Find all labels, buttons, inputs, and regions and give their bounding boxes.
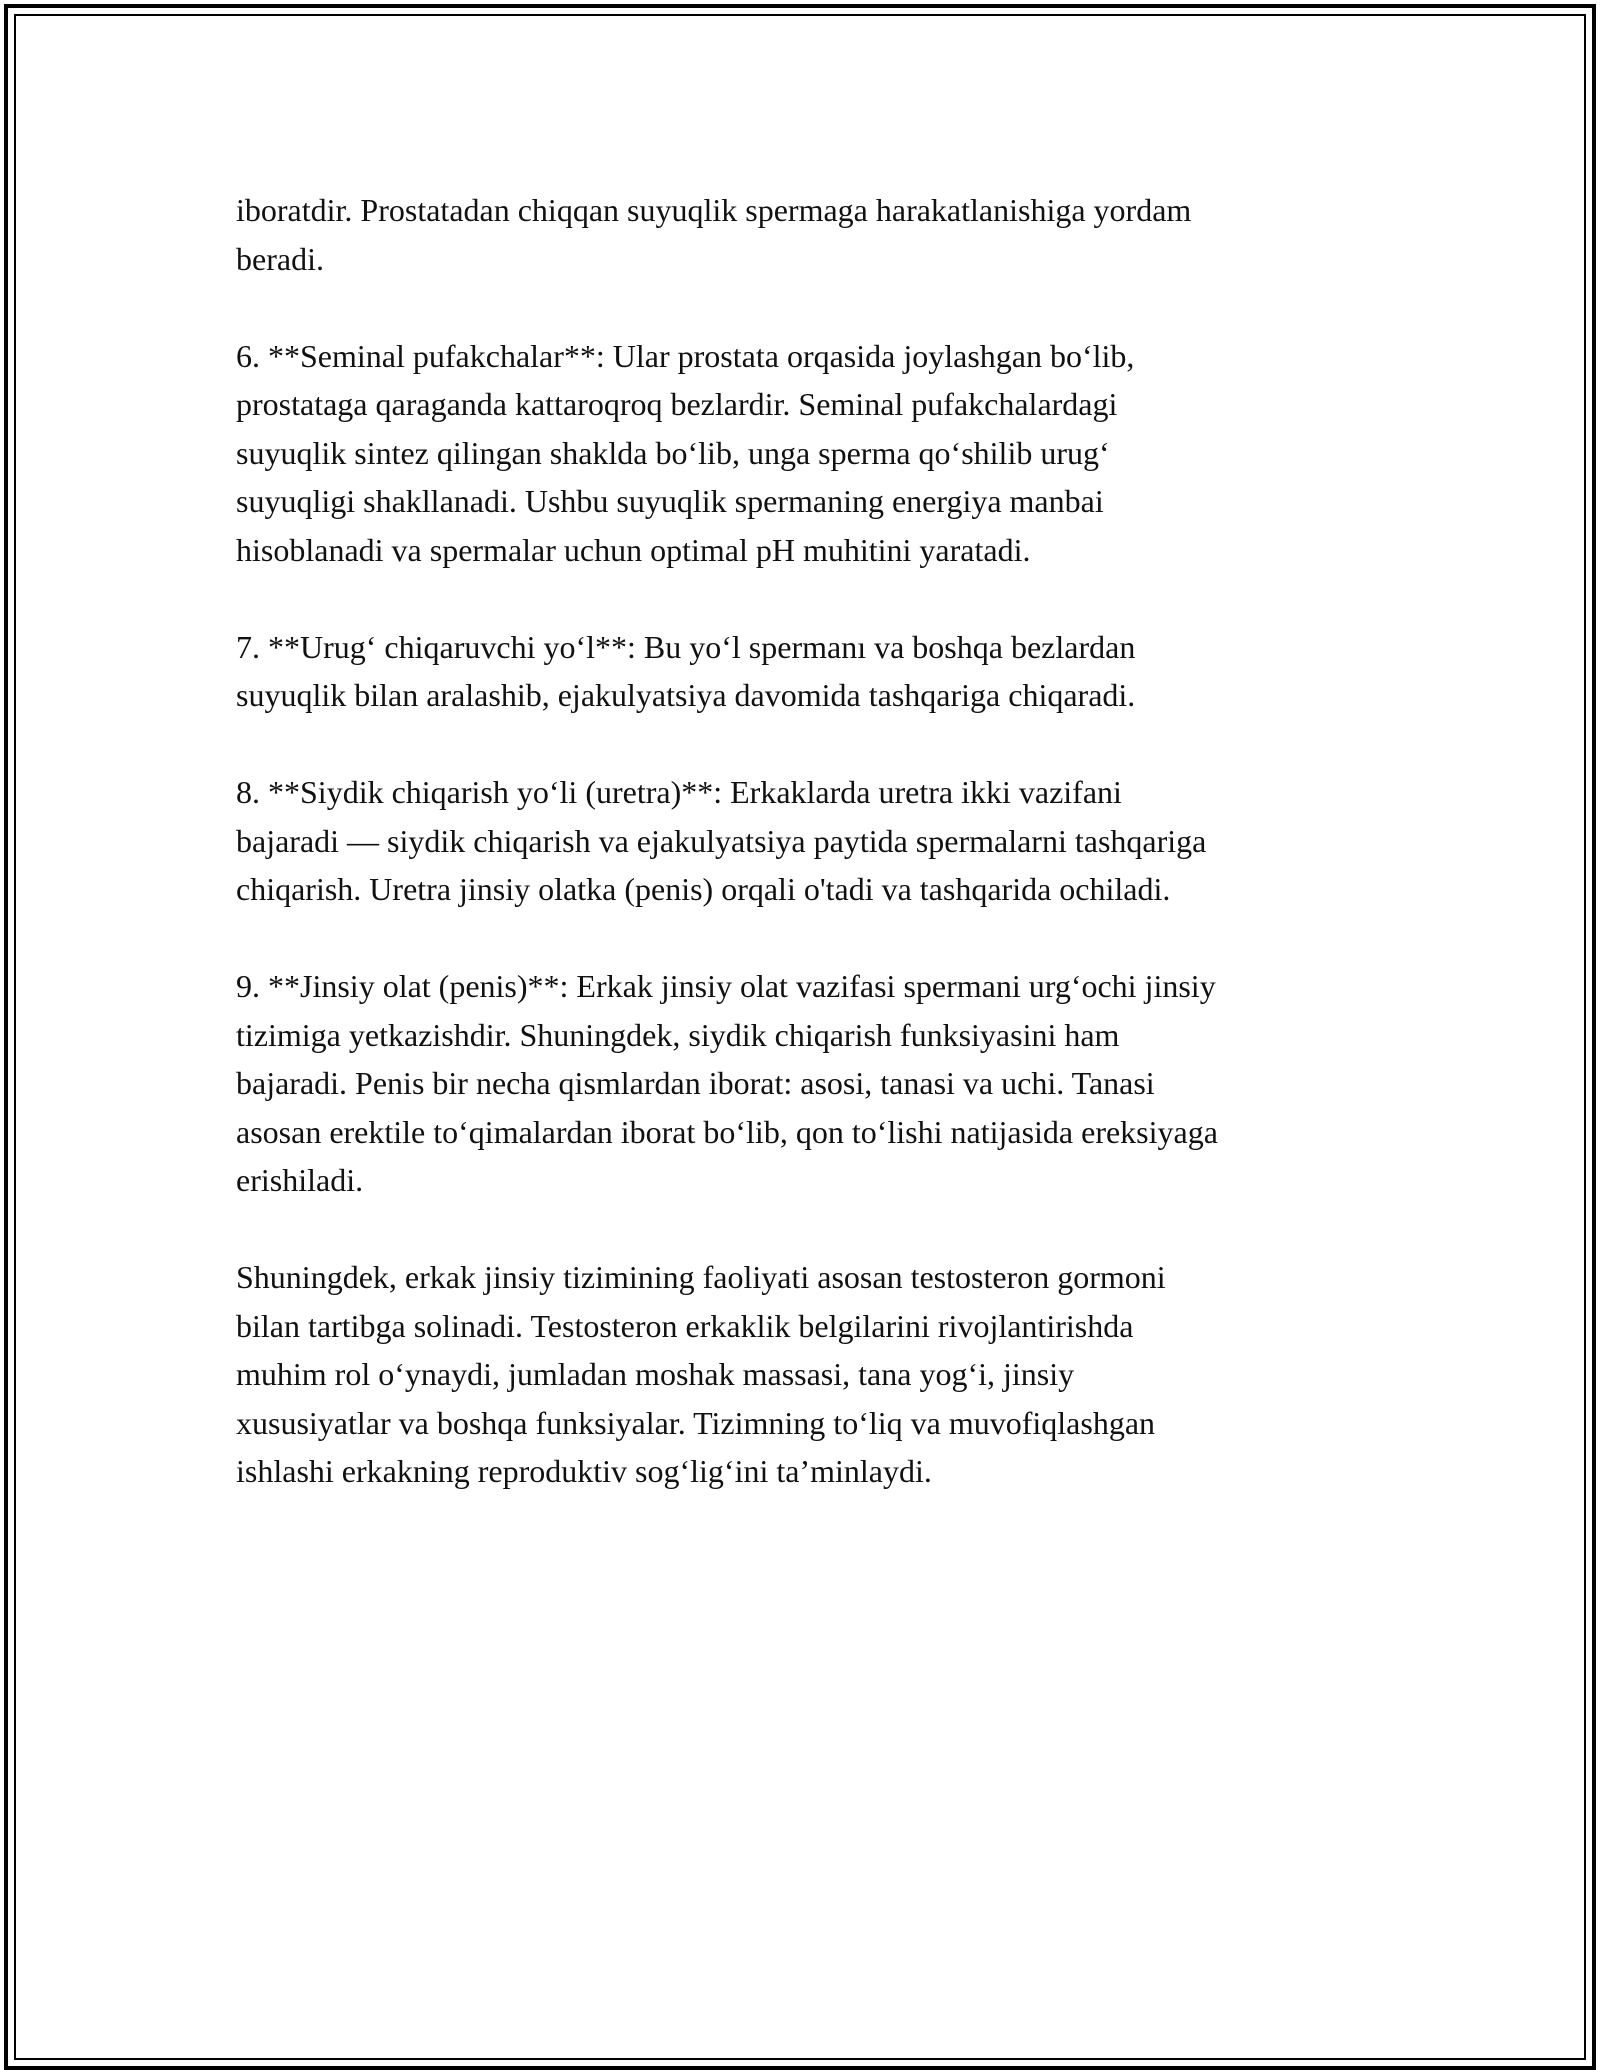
text-line: 9. **Jinsiy olat (penis)**: Erkak jinsiy olat vazifasi spermani urg‘ochi jinsiy [236, 968, 1216, 1004]
paragraph-penis [236, 962, 1386, 1205]
text-line: chiqarish. Uretra jinsiy olatka (penis) orqali o'tadi va tashqarida ochiladi. [236, 871, 1171, 907]
text-line: 7. **Urug‘ chiqaruvchi yo‘l**: Bu yo‘l spermanı va boshqa bezlardan [236, 628, 1136, 665]
paragraph-seminal-vesicles [236, 332, 1386, 575]
text-line: suyuqlik sintez qilingan shaklda bo‘lib, unga sperma qo‘shilib urug‘ [236, 434, 1110, 471]
text-line: suyuqlik bilan aralashib, ejakulyatsiya davomida tashqariga chiqaradi. [236, 677, 1136, 713]
text-line: suyuqligi shakllanadi. Ushbu suyuqlik spermaning energiya manbai [236, 483, 1104, 519]
text-line: iboratdir. Prostatadan chiqqan suyuqlik spermaga harakatlanishiga yordam [236, 192, 1192, 228]
text-line: bajaradi — siydik chiqarish va ejakulyatsiya paytida spermalarni tashqariga [236, 822, 1207, 859]
text-line: xususiyatlar va boshqa funksiyalar. Tizimning to‘liq va muvofiqlashgan [236, 1404, 1156, 1441]
paragraph-prostate-continued [236, 186, 1386, 283]
text-line: bilan tartibga solinadi. Testosteron erkaklik belgilarini rivojlantirishda [236, 1307, 1134, 1344]
text-line: ishlashi erkakning reproduktiv sog‘lig‘ini ta’minlaydi. [236, 1453, 932, 1489]
text-line: Shuningdek, erkak jinsiy tizimining faoliyati asosan testosteron gormoni [236, 1259, 1166, 1295]
paragraph-urethra [236, 768, 1386, 914]
document-body [236, 186, 1386, 1544]
text-line: tizimiga yetkazishdir. Shuningdek, siydik chiqarish funksiyasini ham [236, 1016, 1120, 1053]
text-line: 8. **Siydik chiqarish yo‘li (uretra)**: Erkaklarda uretra ikki vazifani [236, 774, 1122, 810]
text-line: beradi. [236, 240, 324, 277]
text-line: bajaradi. Penis bir necha qismlardan iborat: asosi, tanasi va uchi. Tanasi [236, 1065, 1155, 1101]
text-line: asosan erektile to‘qimalardan iborat bo‘lib, qon to‘lishi natijasida ereksiyaga [236, 1113, 1218, 1150]
text-line: muhim rol o‘ynaydi, jumladan moshak massasi, tana yog‘i, jinsiy [236, 1356, 1075, 1392]
text-line: 6. **Seminal pufakchalar**: Ular prostata orqasida joylashgan bo‘lib, [236, 337, 1135, 374]
text-line: hisoblanadi va spermalar uchun optimal pH muhitini yaratadi. [236, 531, 1031, 568]
text-line: erishiladi. [236, 1162, 364, 1198]
text-line: prostataga qaraganda kattaroqroq bezlardir. Seminal pufakchalardagi [236, 386, 1118, 422]
paragraph-testosterone [236, 1253, 1386, 1496]
paragraph-ejaculatory-duct [236, 623, 1386, 720]
